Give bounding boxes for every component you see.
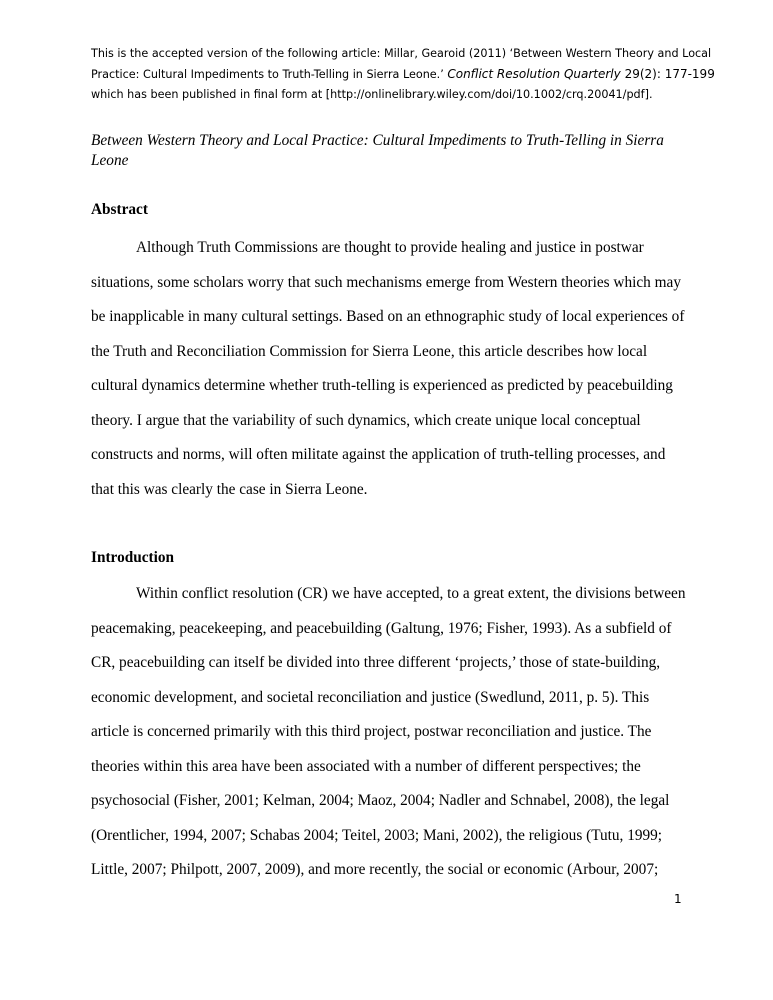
introduction-line: Little, 2007; Philpott, 2007, 2009), and more recently, the social or economic (Arbour, 2007; [91, 861, 659, 878]
page-number: 1 [674, 892, 682, 906]
abstract-line: cultural dynamics determine whether truth-telling is experienced as predicted by peacebuilding [91, 377, 673, 394]
citation-article-text: Practice: Cultural Impediments to Truth-Telling in Sierra Leone.’ [91, 68, 448, 81]
introduction-line: psychosocial (Fisher, 2001; Kelman, 2004; Maoz, 2004; Nadler and Schnabel, 2008), the legal [91, 792, 670, 809]
abstract-heading: Abstract [91, 201, 148, 218]
introduction-heading: Introduction [91, 549, 175, 566]
abstract-line: constructs and norms, will often militate against the application of truth-telling processes, and [91, 446, 666, 463]
abstract-line: that this was clearly the case in Sierra Leone. [91, 480, 368, 498]
abstract-line: situations, some scholars worry that such mechanisms emerge from Western theories which may [91, 273, 681, 291]
citation-line-1: This is the accepted version of the following article: Millar, Gearoid (2011) ‘Between Western Theory and Local [91, 47, 712, 60]
introduction-line: theories within this area have been associated with a number of different perspectives; the [91, 757, 641, 775]
abstract-body [91, 231, 691, 507]
citation-line-2 [91, 64, 715, 85]
abstract-line: be inapplicable in many cultural settings. Based on an ethnographic study of local experiences of [91, 308, 685, 325]
introduction-line: article is concerned primarily with this third project, postwar reconciliation and justice. The [91, 723, 652, 740]
article-title [91, 131, 691, 171]
citation-note [91, 44, 715, 105]
introduction-line: economic development, and societal reconciliation and justice (Swedlund, 2011, p. 5). This [91, 688, 650, 706]
citation-line-3: which has been published in final form at [http://onlinelibrary.wiley.com/doi/10.1002/crq.20041/pdf]. [91, 88, 653, 101]
introduction-line: Within conflict resolution (CR) we have accepted, to a great extent, the divisions between [136, 585, 686, 602]
citation-volume: 29(2): 177-199 [620, 67, 715, 81]
introduction-line: (Orentlicher, 1994, 2007; Schabas 2004; Teitel, 2003; Mani, 2002), the religious (Tutu, 1999; [91, 826, 663, 844]
abstract-line: theory. I argue that the variability of such dynamics, which create unique local conceptual [91, 411, 641, 429]
title-line-1: Between Western Theory and Local Practice: Cultural Impediments to Truth-Telling in Sierra [91, 132, 664, 149]
title-line-2: Leone [91, 152, 129, 169]
introduction-line: peacemaking, peacekeeping, and peacebuilding (Galtung, 1976; Fisher, 1993). As a subfield of [91, 619, 672, 637]
citation-journal-name: Conflict Resolution Quarterly [447, 67, 621, 81]
introduction-line: CR, peacebuilding can itself be divided into three different ‘projects,’ those of state-building, [91, 654, 661, 671]
introduction-body [91, 577, 691, 888]
abstract-line: Although Truth Commissions are thought to provide healing and justice in postwar [136, 239, 644, 256]
abstract-line: the Truth and Reconciliation Commission for Sierra Leone, this article describes how local [91, 342, 648, 360]
